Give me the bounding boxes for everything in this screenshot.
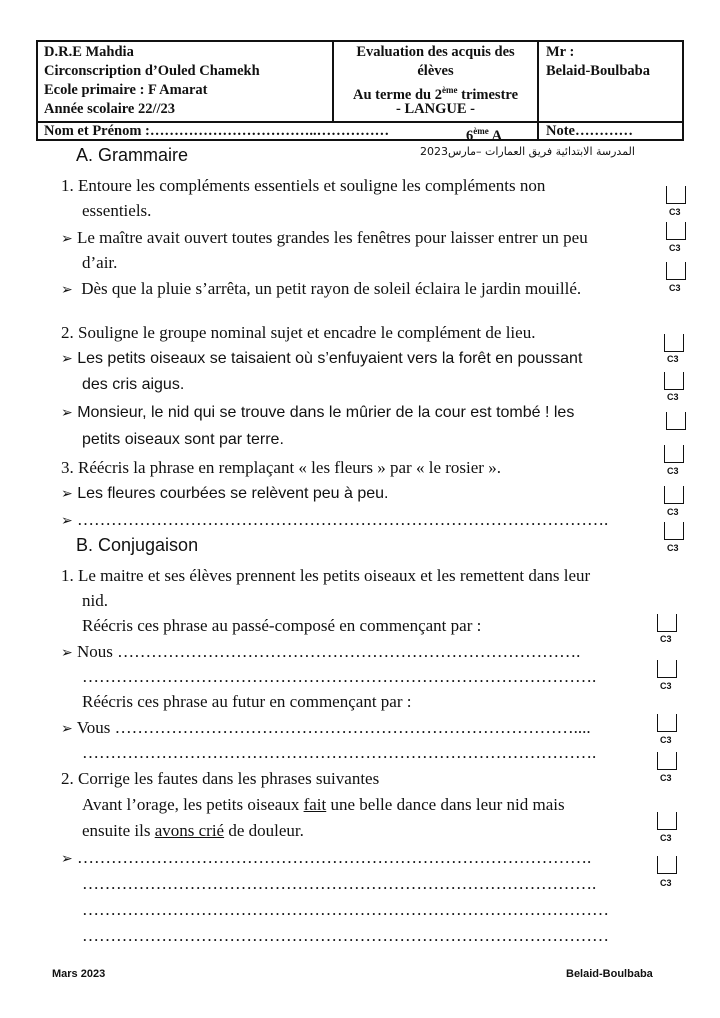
sentence-2: ➢ Dès que la pluie s’arrêta, un petit rayon de soleil éclaira le jardin mouillé. [61,279,582,298]
answer-line-vous[interactable]: ➢ Vous ……………………………………………………………………….... [61,718,591,737]
answer-line[interactable]: ………………………………………………………………………………… [82,900,609,919]
eval-subject: - LANGUE - [396,101,475,117]
instruction-passe-compose: Réécris ces phrase au passé-composé en commençant par : [82,616,482,635]
section-a-title: A. Grammaire [76,145,189,165]
answer-line-nous[interactable]: ➢ Nous ………………………………………………………………………. [61,642,581,661]
answer-line[interactable]: ………………………………………………………………………………. [82,667,597,686]
score-box[interactable] [664,334,684,352]
dre-label: D.R.E Mahdia [44,44,134,60]
score-box[interactable] [657,660,677,678]
question-a1: 1. Entoure les compléments essentiels et souligne les compléments non [61,176,546,195]
faulty-sentence-2: ensuite ils avons crié de douleur. [82,821,304,840]
sentence-3: ➢ Les petits oiseaux se taisaient où s’enfuyaient vers la forêt en poussant [61,350,583,367]
footer-author: Belaid-Boulbaba [566,968,653,980]
c3-label: C3 [660,833,672,843]
c3-label: C3 [667,392,679,402]
classe-label: 6ème A [466,126,503,144]
sentence-5: ➢ Les fleures courbées se relèvent peu à peu. [61,485,389,502]
sentence-4: ➢ Monsieur, le nid qui se trouve dans le mûrier de la cour est tombé ! les [61,404,575,421]
question-a2: 2. Souligne le groupe nominal sujet et encadre le complément de lieu. [61,323,536,342]
score-box[interactable] [666,412,686,430]
score-box[interactable] [664,445,684,463]
answer-line[interactable]: ➢ …………………………………………………………………………………. [61,510,609,529]
question-b2: 2. Corrige les fautes dans les phrases suivantes [61,769,380,788]
footer-date: Mars 2023 [52,968,106,980]
score-box[interactable] [666,186,686,204]
answer-line[interactable]: ………………………………………………………………………………. [82,743,597,762]
question-a1-cont: essentiels. [82,201,152,220]
circonscription-label: Circonscription d’Ouled Chamekh [44,63,260,79]
question-a3: 3. Réécris la phrase en remplaçant « les fleurs » par « le rosier ». [61,458,501,477]
header-table [36,40,684,144]
eval-trimestre: Au terme du 2ème trimestre [352,85,519,103]
score-box[interactable] [664,486,684,504]
c3-label: C3 [669,283,681,293]
c3-label: C3 [660,735,672,745]
mr-label: Mr : [546,44,575,60]
answer-line[interactable]: ………………………………………………………………………………. [82,874,597,893]
c3-label: C3 [667,543,679,553]
section-b-title: B. Conjugaison [76,535,199,555]
sentence-1-cont: d’air. [82,253,118,272]
divider [537,42,539,141]
instruction-futur: Réécris ces phrase au futur en commençant par : [82,692,412,711]
score-box[interactable] [657,752,677,770]
c3-label: C3 [669,207,681,217]
c3-label: C3 [669,243,681,253]
arabic-school-line: المدرسة الابتدائية فريق العمارات –مارس2023 [420,145,635,158]
c3-label: C3 [667,507,679,517]
sentence-4-cont: petits oiseaux sont par terre. [82,431,284,448]
c3-label: C3 [660,634,672,644]
eval-title: Evaluation des acquis des [356,44,515,60]
c3-label: C3 [660,681,672,691]
c3-label: C3 [667,466,679,476]
question-b1: 1. Le maitre et ses élèves prennent les petits oiseaux et les remettent dans leur [61,566,591,585]
answer-line[interactable]: ➢ ………………………………………………………………………………. [61,848,592,867]
score-box[interactable] [664,372,684,390]
score-box[interactable] [664,522,684,540]
faulty-sentence-1: Avant l’orage, les petits oiseaux fait une belle dance dans leur nid mais [82,795,565,814]
annee-label: Année scolaire 22//23 [44,101,176,117]
score-box[interactable] [657,714,677,732]
nom-prenom-field: Nom et Prénom :……………………………..…………… [44,123,390,139]
question-b1-cont: nid. [82,591,108,610]
sentence-3-cont: des cris aigus. [82,376,185,393]
score-box[interactable] [657,856,677,874]
sentence-1: ➢ Le maître avait ouvert toutes grandes les fenêtres pour laisser entrer un peu [61,228,588,247]
score-box[interactable] [657,614,677,632]
ecole-label: Ecole primaire : F Amarat [44,82,208,98]
c3-label: C3 [660,773,672,783]
c3-label: C3 [667,354,679,364]
eval-title-2: élèves [417,63,454,79]
score-box[interactable] [657,812,677,830]
teacher-name: Belaid-Boulbaba [546,63,650,79]
score-box[interactable] [666,222,686,240]
c3-label: C3 [660,878,672,888]
note-field: Note………… [546,123,633,139]
score-box[interactable] [666,262,686,280]
answer-line[interactable]: ………………………………………………………………………………… [82,926,609,945]
